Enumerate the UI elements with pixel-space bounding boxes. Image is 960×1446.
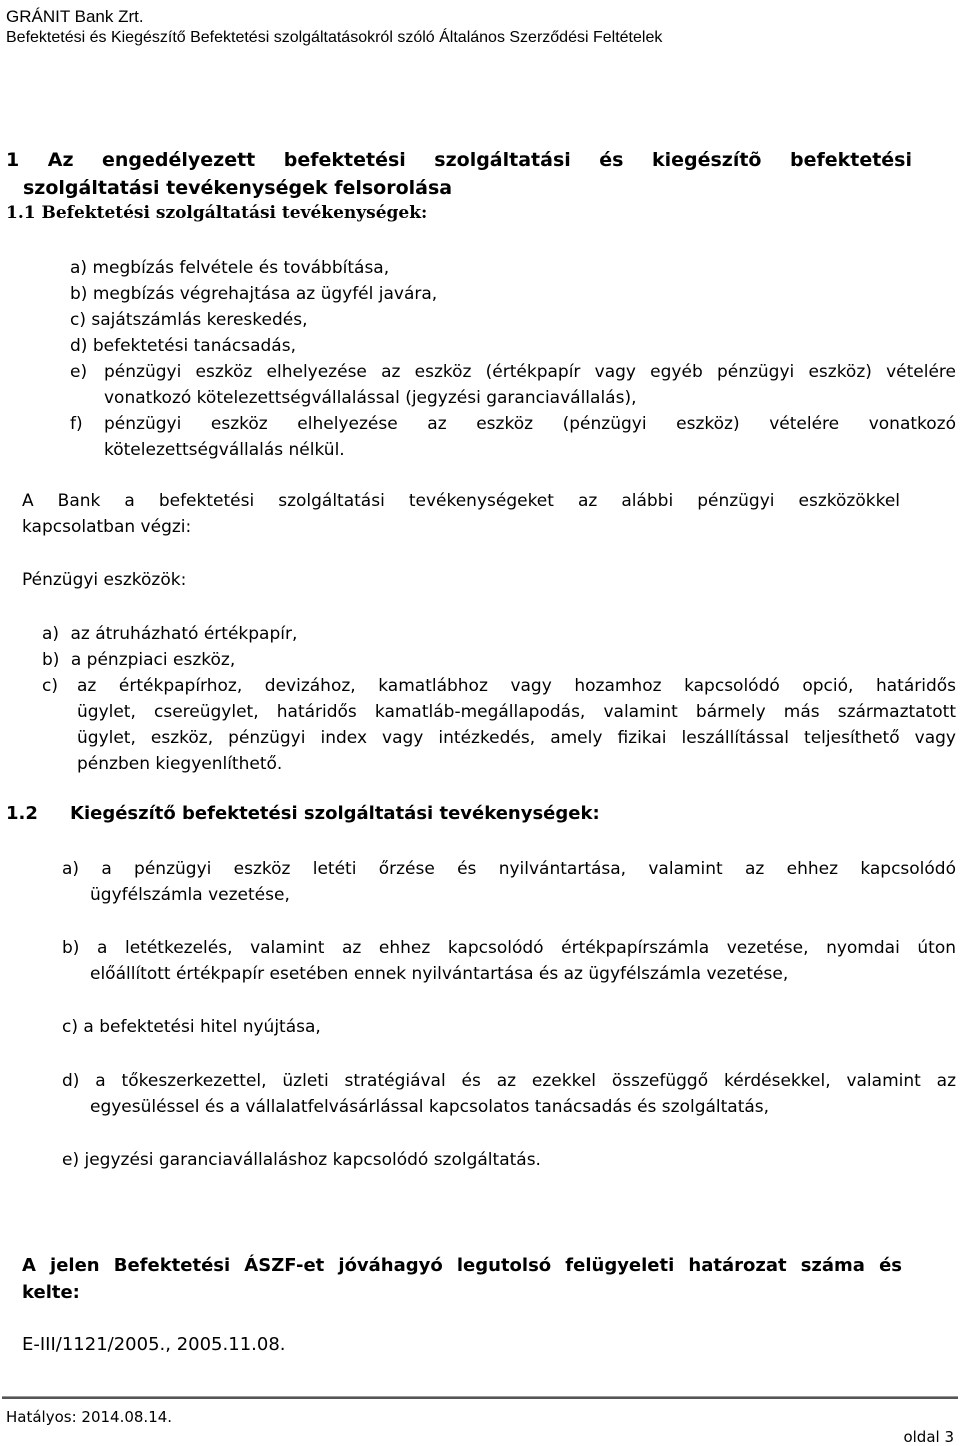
item-text-line1: az értékpapírhoz, devizához, kamatlábhoz vagy hozamhoz kapcsolódó opció, határidős — [77, 676, 956, 696]
item-label: c) — [70, 310, 86, 330]
list-item — [70, 411, 956, 463]
item-text: befektetési tanácsadás, — [92, 336, 296, 356]
item-text: megbízás felvétele és továbbítása, — [92, 258, 390, 278]
item-label: d) — [70, 336, 88, 356]
item-text: c) a befektetési hitel nyújtása, — [62, 1017, 321, 1037]
instruments-heading: Pénzügyi eszközök: — [22, 570, 187, 590]
list-item — [70, 359, 956, 411]
list-item — [62, 1147, 541, 1173]
list-item — [62, 935, 956, 987]
item-text-line2: előállított értékpapír esetében ennek nyilvántartása és az ügyfélszámla vezetése, — [90, 964, 789, 984]
footer-rule — [2, 1396, 958, 1399]
approval-line1: A jelen Befektetési ÁSZF-et jóváhagyó legutolsó felügyeleti határozat száma és — [22, 1255, 902, 1276]
list-item — [70, 255, 389, 281]
item-text-line1: pénzügyi eszköz elhelyezése az eszköz (pénzügyi eszköz) vételére vonatkozó — [104, 414, 956, 434]
approval-line2: kelte: — [22, 1282, 80, 1303]
item-label: f) — [70, 414, 83, 434]
section-1-heading-line1 — [6, 146, 912, 174]
item-text-line2: vonatkozó kötelezettségvállalással (jegyzési garanciavállalás), — [104, 388, 637, 408]
bank-paragraph-line1: A Bank a befektetési szolgáltatási tevékenységeket az alábbi pénzügyi eszközökkel — [22, 491, 900, 511]
list-item — [62, 1068, 956, 1120]
item-text-line4: pénzben kiegyenlíthető. — [77, 754, 283, 774]
item-text: az átruházható értékpapír, — [70, 624, 298, 644]
item-text-line2: ügyfélszámla vezetése, — [90, 885, 290, 905]
approval-value: E-III/1121/2005., 2005.11.08. — [22, 1334, 286, 1355]
item-text-line1: d) a tőkeszerkezettel, üzleti stratégiával és az ezekkel összefüggő kérdésekkel, valamint az — [62, 1071, 956, 1091]
list-item — [62, 856, 956, 908]
item-label: b) — [42, 650, 60, 670]
item-text: sajátszámlás kereskedés, — [91, 310, 308, 330]
item-text-line3: ügylet, eszköz, pénzügyi index vagy intézkedés, amely fizikai leszállítással teljesíthető vagy — [77, 728, 956, 748]
effective-date: Hatályos: 2014.08.14. — [6, 1408, 173, 1426]
list-item — [70, 307, 307, 333]
section-1-1-heading: 1.1 Befektetési szolgáltatási tevékenységek: — [6, 203, 428, 223]
item-text-line1: pénzügyi eszköz elhelyezése az eszköz (értékpapír vagy egyéb pénzügyi eszköz) vételére — [104, 362, 956, 382]
item-label: e) — [70, 362, 88, 382]
list-item — [42, 647, 235, 673]
list-item — [70, 281, 437, 307]
list-item — [42, 673, 956, 777]
section-1-number: 1 — [6, 149, 20, 171]
item-text: e) jegyzési garanciavállaláshoz kapcsolódó szolgáltatás. — [62, 1150, 541, 1170]
item-text-line1: b) a letétkezelés, valamint az ehhez kapcsolódó értékpapírszámla vezetése, nyomdai úton — [62, 938, 956, 958]
item-label: a) — [42, 624, 60, 644]
bank-paragraph-line2: kapcsolatban végzi: — [22, 517, 192, 537]
item-text: megbízás végrehajtása az ügyfél javára, — [92, 284, 438, 304]
item-text-line1: a) a pénzügyi eszköz letéti őrzése és nyilvántartása, valamint az ehhez kapcsolódó — [62, 859, 956, 879]
document-title: Befektetési és Kiegészítő Befektetési szolgáltatásokról szóló Általános Szerződési Feltételek — [6, 29, 663, 46]
section-1-title-line2: szolgáltatási tevékenységek felsorolása — [23, 177, 453, 199]
section-1-2-number: 1.2 — [6, 803, 38, 824]
approval-statement — [22, 1252, 902, 1306]
list-item — [62, 1014, 321, 1040]
company-name: GRÁNIT Bank Zrt. — [6, 7, 144, 26]
item-label: b) — [70, 284, 88, 304]
item-text: a pénzpiaci eszköz, — [70, 650, 236, 670]
list-item — [70, 333, 296, 359]
section-1-2-title: Kiegészítő befektetési szolgáltatási tevékenységek: — [70, 803, 600, 824]
section-1-title-line1: Az engedélyezett befektetési szolgáltatási és kiegészítõ befektetési — [47, 149, 913, 171]
item-text-line2: ügylet, csereügylet, határidős kamatláb-megállapodás, valamint bármely más származtatott — [77, 702, 956, 722]
item-label: a) — [70, 258, 88, 278]
page-number: oldal 3 — [903, 1428, 954, 1446]
item-text-line2: kötelezettségvállalás nélkül. — [104, 440, 345, 460]
section-1-heading — [6, 146, 912, 202]
item-label: c) — [42, 676, 58, 696]
bank-paragraph — [22, 488, 900, 540]
list-item — [42, 621, 297, 647]
item-text-line2: egyesüléssel és a vállalatfelvásárlással kapcsolatos tanácsadás és szolgáltatás, — [90, 1097, 770, 1117]
